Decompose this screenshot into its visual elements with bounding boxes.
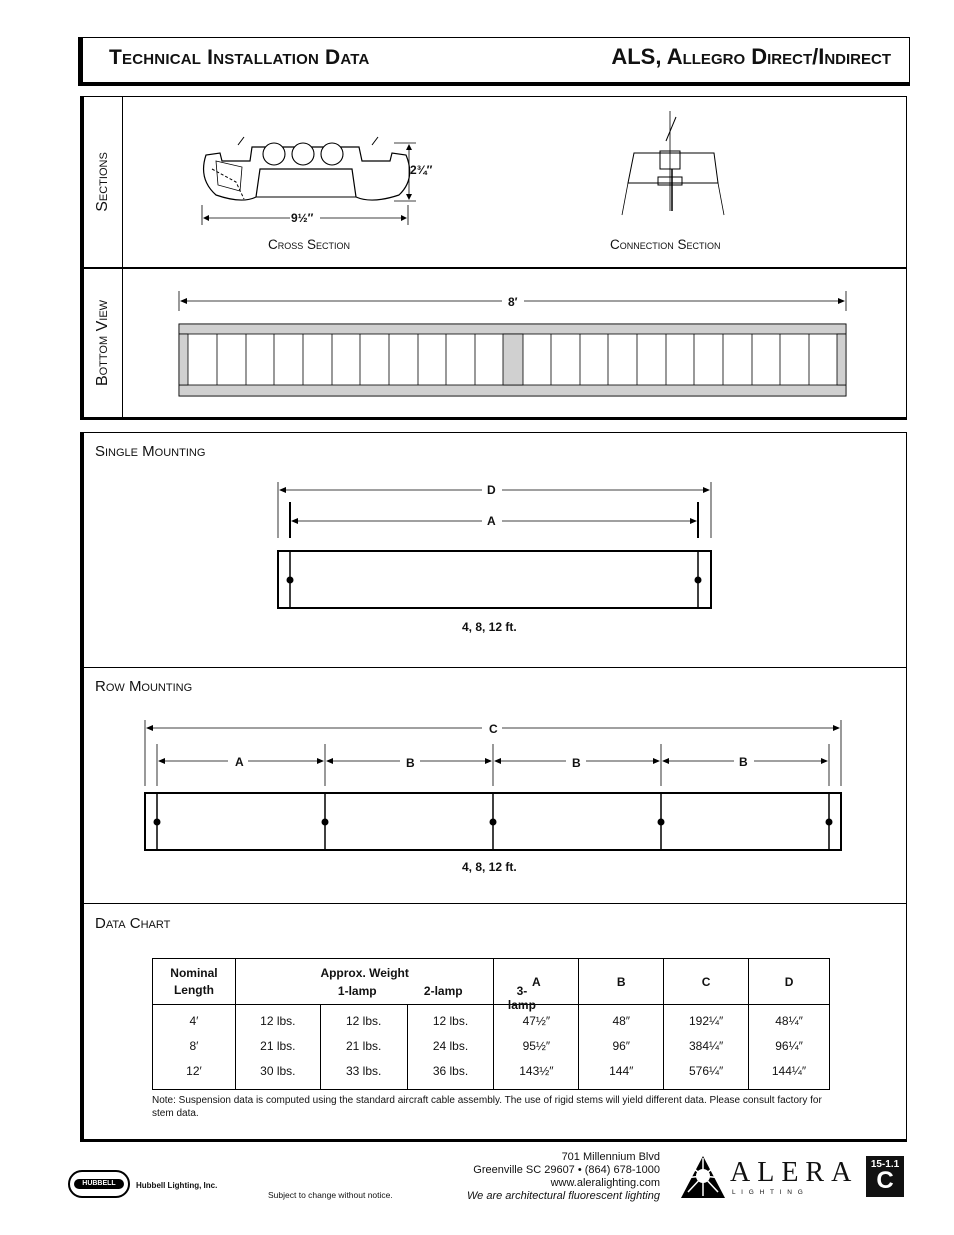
row-mounting-lengths: 4, 8, 12 ft. bbox=[462, 860, 517, 874]
c-column: 192¼″ 384¼″ 576¼″ bbox=[664, 1005, 749, 1090]
table-header-row bbox=[153, 959, 830, 1005]
row-mounting-drawing bbox=[140, 716, 850, 856]
page-header bbox=[78, 37, 910, 86]
single-mounting-lengths: 4, 8, 12 ft. bbox=[462, 620, 517, 634]
tagline: We are architectural fluorescent lighting bbox=[466, 1190, 660, 1202]
b-column: 48″ 96″ 144″ bbox=[579, 1005, 664, 1090]
data-chart-title: Data Chart bbox=[95, 915, 171, 932]
sunburst-icon bbox=[678, 1152, 728, 1200]
row-segment-b-label: B bbox=[572, 756, 581, 770]
col-a-header: A bbox=[494, 959, 579, 1005]
cross-section-caption: Cross Section bbox=[268, 237, 351, 252]
row-segment-b-label: B bbox=[406, 756, 415, 770]
address-line: 701 Millennium Blvd bbox=[561, 1151, 660, 1163]
sections-panel bbox=[80, 96, 907, 270]
lamp2-column: 12 lbs. 21 lbs. 33 lbs. bbox=[320, 1005, 407, 1090]
hubbell-name: Hubbell Lighting, Inc. bbox=[136, 1181, 218, 1190]
cross-section-width-dim: 9½″ bbox=[291, 211, 314, 225]
lamp3-column: 12 lbs. 24 lbs. 36 lbs. bbox=[407, 1005, 494, 1090]
row-segment-a-label: A bbox=[235, 755, 244, 769]
product-title: ALS, Allegro Direct/Indirect bbox=[611, 44, 891, 69]
row-mounting-title: Row Mounting bbox=[95, 678, 193, 695]
hubbell-logo bbox=[68, 1170, 130, 1198]
col-b-header: B bbox=[579, 959, 664, 1005]
company-address bbox=[467, 1151, 660, 1203]
page-badge bbox=[866, 1156, 904, 1197]
single-mounting-title: Single Mounting bbox=[95, 443, 206, 460]
sections-side-label: Sections bbox=[84, 97, 123, 267]
col-d-header: D bbox=[749, 959, 830, 1005]
alera-wordmark: ALERA bbox=[730, 1157, 859, 1188]
d-column: 48¼″ 96¼″ 144¼″ bbox=[749, 1005, 830, 1090]
connection-section-caption: Connection Section bbox=[610, 237, 721, 252]
alera-logo bbox=[678, 1152, 859, 1200]
a-column: 47½″ 95½″ 143½″ bbox=[494, 1005, 579, 1090]
divider-line bbox=[84, 667, 906, 668]
length-column: 4′ 8′ 12′ bbox=[153, 1005, 236, 1090]
bottom-view-length-dim: 8′ bbox=[508, 295, 518, 309]
lamp1-column: 12 lbs. 21 lbs. 30 lbs. bbox=[235, 1005, 320, 1090]
hubbell-badge-text: HUBBELL bbox=[82, 1180, 116, 1187]
col-c-header: C bbox=[664, 959, 749, 1005]
row-segment-b-label: B bbox=[739, 755, 748, 769]
bottom-view-side-label: Bottom View bbox=[84, 269, 123, 417]
data-chart-table bbox=[152, 958, 830, 1090]
cross-section-drawing bbox=[194, 107, 514, 232]
suspension-note: Note: Suspension data is computed using the standard aircraft cable assembly. The use of rigid stems will yield different data. Please consult factory for stem data. bbox=[152, 1095, 822, 1119]
alera-lighting-sub: L I G H T I N G bbox=[732, 1189, 805, 1196]
dim-d-label: D bbox=[487, 483, 496, 497]
address-line: Greenville SC 29607 • (864) 678-1000 bbox=[473, 1164, 660, 1176]
connection-section-drawing bbox=[614, 111, 734, 221]
dim-a-label: A bbox=[487, 514, 496, 528]
approx-weight-header: Approx. Weight 1-lamp 2-lamp 3-lamp bbox=[235, 959, 494, 1005]
cross-section-height-dim: 2¾″ bbox=[410, 163, 433, 177]
dim-c-label: C bbox=[489, 722, 498, 736]
page-letter: C bbox=[876, 1167, 894, 1194]
divider-line bbox=[84, 903, 906, 904]
table-row bbox=[153, 1005, 830, 1090]
page-number: 15-1.1 bbox=[870, 1159, 900, 1170]
single-mounting-drawing bbox=[270, 478, 720, 618]
nominal-length-header: Nominal Length bbox=[153, 959, 236, 1005]
website-link[interactable]: www.aleralighting.com bbox=[550, 1177, 660, 1189]
subject-to-change-notice: Subject to change without notice. bbox=[268, 1190, 393, 1200]
page-title: Technical Installation Data bbox=[109, 46, 370, 69]
bottom-view-panel bbox=[80, 268, 907, 420]
